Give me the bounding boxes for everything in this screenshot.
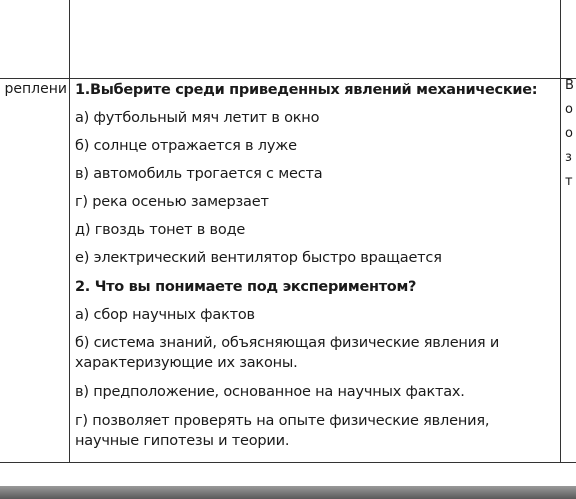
left-column-cell (0, 80, 69, 100)
question-2-option: б) система знаний, объясняющая физические явления и (75, 335, 500, 351)
right-column-letter: В (565, 78, 574, 93)
right-column-letter: т (565, 174, 573, 189)
question-1-option: б) солнце отражается в луже (75, 138, 297, 154)
right-column-letter: з (565, 150, 572, 165)
question-2-title: 2. Что вы понимаете под экспериментом? (75, 279, 417, 295)
question-2-option-continued: характеризующие их законы. (75, 355, 298, 371)
right-column-cell (561, 78, 576, 198)
right-column-letter: о (565, 126, 573, 141)
page-bottom-bar (0, 486, 576, 499)
question-1-option: а) футбольный мяч летит в окно (75, 110, 320, 126)
question-1-option: е) электрический вентилятор быстро вращается (75, 250, 442, 266)
question-2-option: в) предположение, основанное на научных фактах. (75, 384, 465, 400)
question-1-title: 1.Выберите среди приведенных явлений механические: (75, 82, 538, 98)
question-2-option: а) сбор научных фактов (75, 307, 255, 323)
question-2-option-continued: научные гипотезы и теории. (75, 433, 290, 449)
question-2-option: г) позволяет проверять на опыте физические явления, (75, 413, 490, 429)
table-border-left-column (69, 0, 70, 463)
left-column-text: реплени (4, 81, 67, 97)
table-border-right-column (560, 0, 561, 463)
right-column-letter: о (565, 102, 573, 117)
question-1-option: д) гвоздь тонет в воде (75, 222, 246, 238)
question-1-option: в) автомобиль трогается с места (75, 166, 323, 182)
table-row-divider (0, 78, 576, 79)
page-bottom-margin (0, 463, 576, 486)
question-1-option: г) река осенью замерзает (75, 194, 269, 210)
